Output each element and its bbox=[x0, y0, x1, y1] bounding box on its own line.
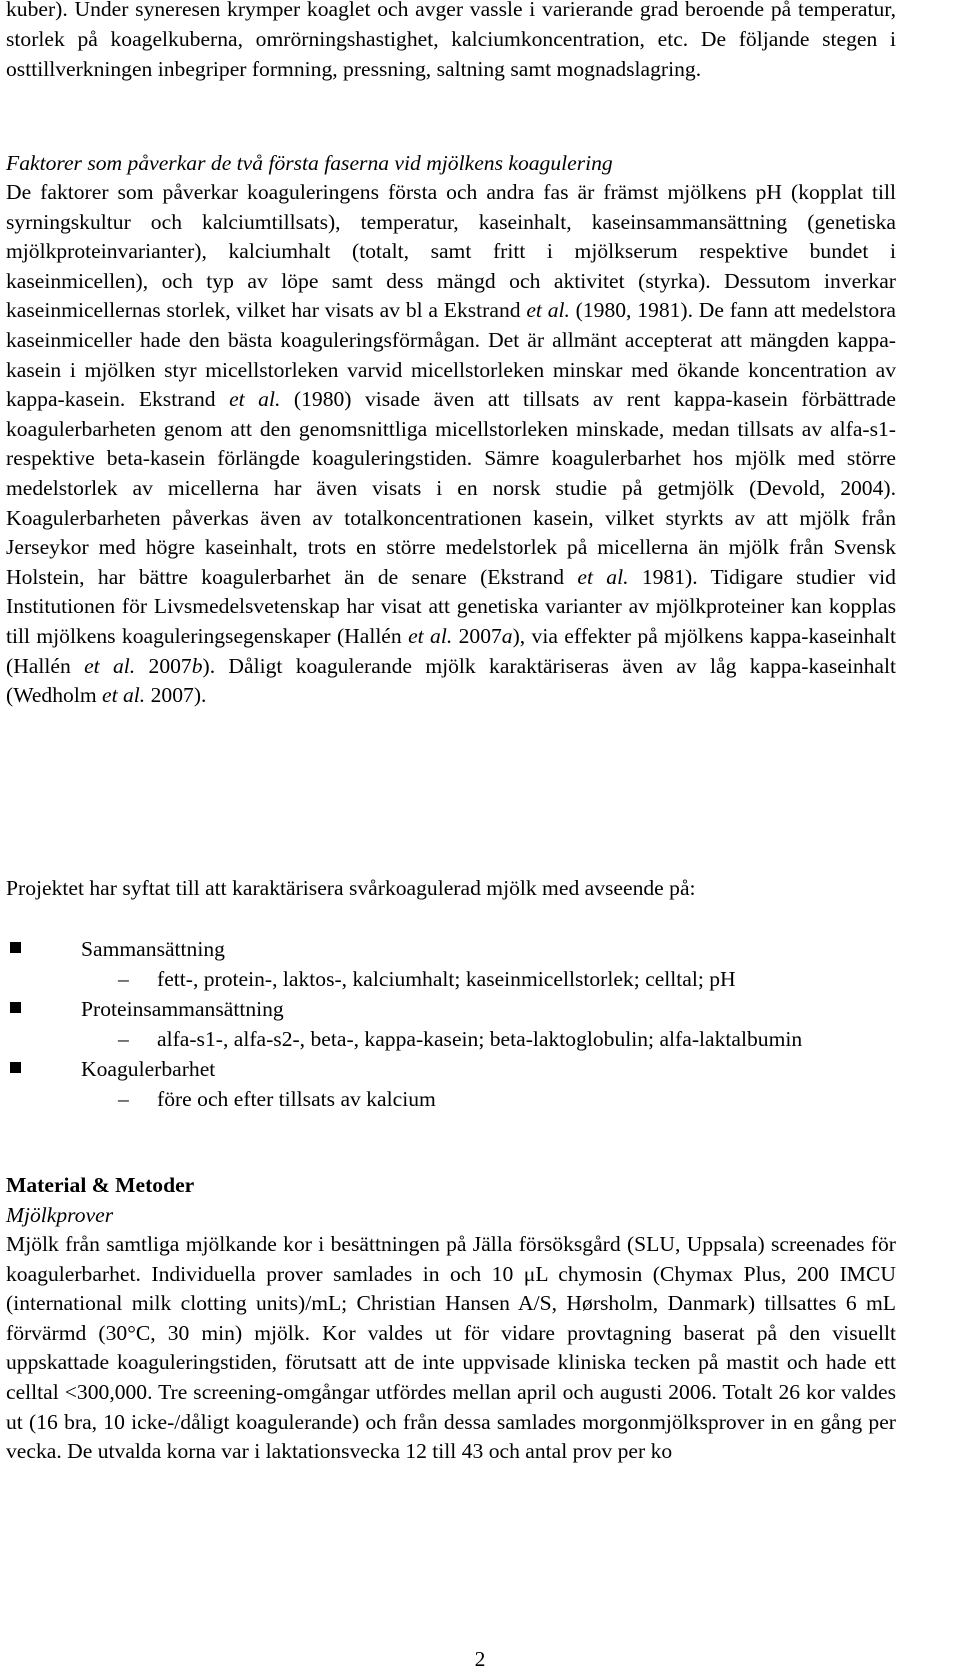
text-span: 1981). Tidigare studier vid Institutionen för Livsmedelsvetenskap har visat att genetiska varianter av mjölkproteiner kan kopplas till mjölkens koaguleringsegenskaper (Hallén bbox=[6, 564, 896, 648]
sub-item bbox=[6, 1024, 896, 1054]
et-al: et al. bbox=[408, 623, 453, 648]
et-al: et al. bbox=[102, 683, 146, 708]
text-span: ), via effekter på mjölkens kappa-kaseinhalt (Hallén bbox=[6, 623, 896, 678]
factors-section bbox=[6, 148, 896, 711]
page-number: 2 bbox=[474, 1647, 486, 1671]
text-span: 2007). bbox=[150, 683, 207, 708]
sub-item bbox=[6, 964, 896, 994]
methods-subheading: Mjölkprover bbox=[6, 1203, 114, 1227]
citation-letter: b bbox=[191, 653, 203, 678]
factors-paragraph bbox=[6, 178, 896, 711]
text-span: De faktorer som påverkar koaguleringens första och andra fas är främst mjölkens pH (kopplat till syrningskultur och kalciumtillsats), temperatur, kaseinhalt, kaseinsammansättning (genetiska mjölkproteinvarianter), kalciumhalt (totalt, samt fritt i mjölkserum respektive bundet i kaseinmicellen), och typ av löpe samt dess mängd och aktivitet (styrka). Dessutom inverkar kaseinmicellernas storlek, vilket har visats av bl a Ekstrand bbox=[6, 180, 896, 323]
aim-sentence: Projektet har syftat till att karaktärisera svårkoagulerad mjölk med avseende på: bbox=[6, 876, 696, 900]
methods-section bbox=[6, 1170, 896, 1467]
sub-item-text: alfa-s1-, alfa-s2-, beta-, kappa-kasein; beta-laktoglobulin; alfa-laktalbumin bbox=[157, 1027, 803, 1051]
et-al: et al. bbox=[229, 387, 281, 412]
bullet-item bbox=[6, 994, 896, 1024]
et-al: et al. bbox=[577, 564, 629, 589]
intro-paragraph: kuber). Under syneresen krymper koaglet och avger vassle i varierande grad beroende på temperatur, storlek på koagelkuberna, omrörningshastighet, kalciumkoncentration, etc. De följande stegen i osttillverkningen inbegriper formning, pressning, saltning samt mognadslagring. bbox=[6, 0, 896, 81]
sub-item bbox=[6, 1084, 896, 1114]
citation-letter: a bbox=[501, 623, 513, 648]
bullet-label: Sammansättning bbox=[81, 937, 225, 961]
text-span: 2007 bbox=[148, 653, 192, 678]
square-bullet-icon bbox=[10, 942, 21, 953]
square-bullet-icon bbox=[10, 1062, 21, 1073]
sub-item-text: fett-, protein-, laktos-, kalciumhalt; kaseinmicellstorlek; celltal; pH bbox=[157, 967, 736, 991]
dash-bullet-icon: – bbox=[118, 1087, 129, 1111]
dash-bullet-icon: – bbox=[118, 967, 129, 991]
factors-heading: Faktorer som påverkar de två första faserna vid mjölkens koagulering bbox=[6, 151, 613, 175]
bullet-label: Proteinsammansättning bbox=[81, 997, 284, 1021]
et-al: et al. bbox=[526, 298, 570, 323]
square-bullet-icon bbox=[10, 1002, 21, 1013]
bullet-list bbox=[6, 934, 896, 1114]
methods-heading: Material & Metoder bbox=[6, 1173, 195, 1197]
et-al: et al. bbox=[84, 653, 136, 678]
bullet-label: Koagulerbarhet bbox=[81, 1057, 216, 1081]
bullet-item bbox=[6, 1054, 896, 1084]
text-span: (1980) visade även att tillsats av rent kappa-kasein förbättrade koagulerbarheten genom att den genomsnittliga micellstorleken minskade, medan tillsats av alfa-s1- respektive beta-kasein förlängde koaguleringstiden. Sämre koagulerbarhet hos mjölk med större medelstorlek av micellerna har även visats i en norsk studie på getmjölk (Devold, 2004). Koagulerbarheten påverkas även av totalkoncentrationen kasein, vilket styrkts av att mjölk från Jerseykor med högre kaseinhalt, trots en större medelstorlek på micellerna än mjölk från Svensk Holstein, har bättre koagulerbarhet än de senare (Ekstrand bbox=[6, 387, 896, 589]
sub-item-text: före och efter tillsats av kalcium bbox=[157, 1087, 436, 1111]
methods-paragraph: Mjölk från samtliga mjölkande kor i besättningen på Jälla försöksgård (SLU, Uppsala) screenades för koagulerbarhet. Individuella prover samlades in och 10 μL chymosin (Chymax Plus, 200 IMCU (international milk clotting units)/mL; Christian Hansen A/S, Hørsholm, Danmark) tillsattes 6 mL förvärmd (30°C, 30 min) mjölk. Kor valdes ut för vidare provtagning baserat på den visuellt uppskattade koaguleringstiden, förutsatt att de inte uppvisade kliniska tecken på mastit och hade ett celltal <300,000. Tre screening-omgångar utfördes mellan april och augusti 2006. Totalt 26 kor valdes ut (16 bra, 10 icke-/dåligt koagulerande) och från dessa samlades morgonmjölksprover in en gång per vecka. De utvalda korna var i laktationsvecka 12 till 43 och antal prov per ko bbox=[6, 1232, 896, 1464]
bullet-item bbox=[6, 934, 896, 964]
dash-bullet-icon: – bbox=[118, 1027, 129, 1051]
text-span: 2007 bbox=[458, 623, 502, 648]
text-span: ). Dåligt koagulerande mjölk karaktäriseras även av låg kappa-kaseinhalt (Wedholm bbox=[6, 653, 897, 708]
text-span: (1980, 1981). De fann att medelstora kaseinmiceller hade den bästa koaguleringsförmågan. Det är allmänt accepterat att mängden kappa-kasein i mjölken styr micellstorleken varvid micellstorleken minskar med ökande koncentration av kappa-kasein. Ekstrand bbox=[6, 298, 896, 412]
